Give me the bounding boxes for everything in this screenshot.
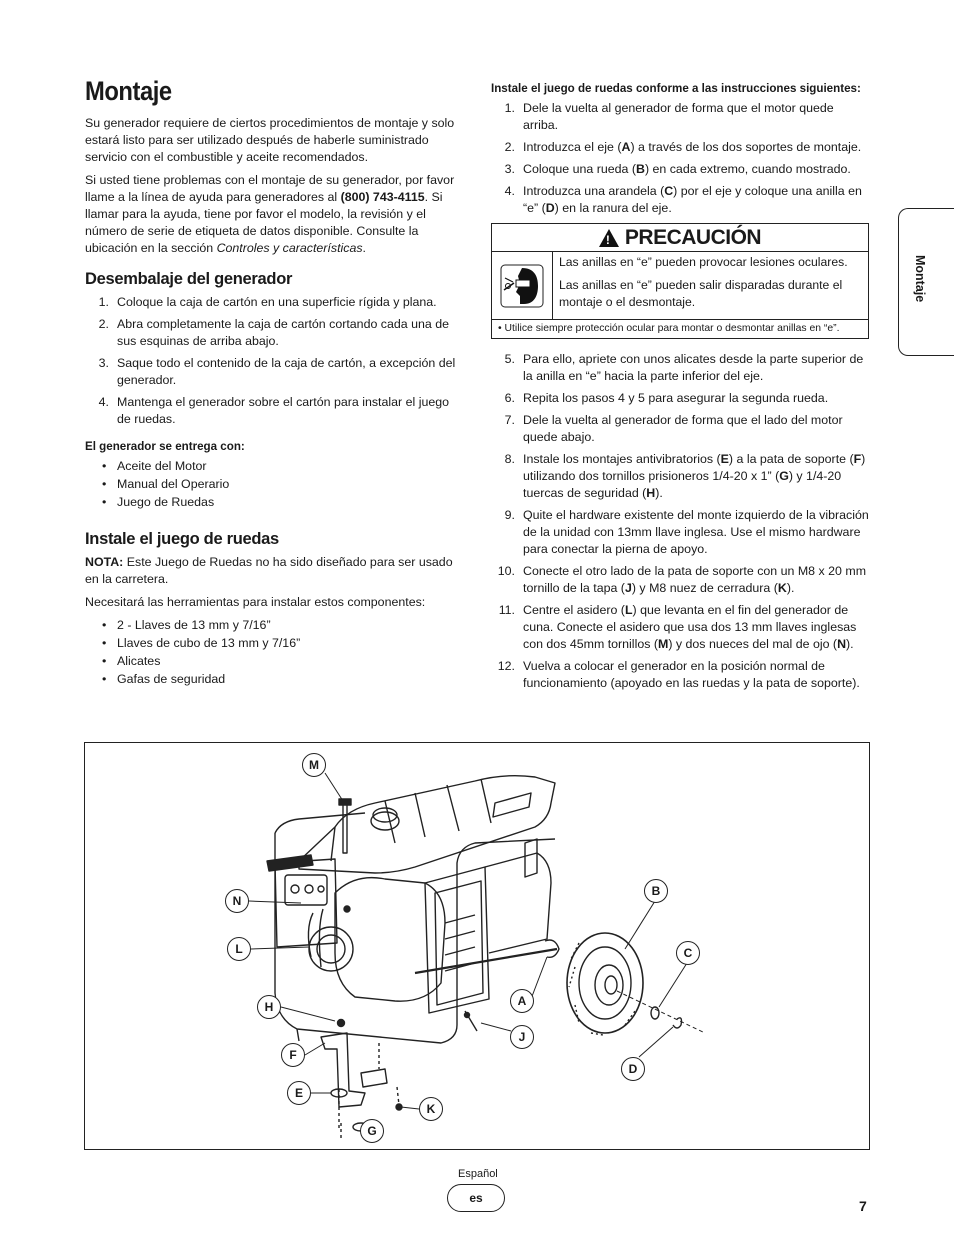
step-item — [491, 563, 871, 597]
item-text: Abra completamente la caja de cartón cortando cada una de sus esquinas de arriba abajo. — [117, 317, 450, 348]
page-title: Montaje — [85, 76, 172, 106]
step-text: ) y 1/4-20 tuercas de seguridad ( — [523, 469, 842, 500]
step-number: 1. — [504, 101, 515, 115]
step-text: Coloque una rueda ( — [523, 162, 636, 176]
step-item — [85, 294, 463, 311]
callout-a: A — [510, 989, 534, 1013]
callout-d: D — [621, 1057, 645, 1081]
warning-triangle-icon: ! — [599, 229, 619, 247]
caution-body — [492, 252, 868, 320]
step-item — [85, 316, 463, 350]
item-text: Manual del Operario — [117, 477, 230, 491]
left-column — [85, 115, 463, 689]
step-item — [491, 658, 871, 692]
language-label: Español — [458, 1168, 498, 1180]
right-column — [491, 80, 871, 697]
item-text: Gafas de seguridad — [117, 672, 226, 686]
item-text: Llaves de cubo de 13 mm y 7/16” — [117, 636, 301, 650]
step-text: Para ello, apriete con unos alicates desde la parte superior de la anilla en “e” hacia la parte inferior del eje. — [523, 352, 864, 383]
side-tab-label: Montaje — [913, 255, 927, 303]
callout-g: G — [360, 1119, 384, 1143]
step-number: 10. — [497, 564, 515, 578]
ships-with-heading: El generador se entrega con: — [85, 440, 245, 453]
item-text: Alicates — [117, 654, 161, 668]
callout-b: B — [644, 879, 668, 903]
step-number: 11. — [498, 603, 515, 617]
callout-c: C — [676, 941, 700, 965]
list-item — [85, 653, 463, 670]
part-letter: L — [624, 603, 633, 617]
wheels-heading: Instale el juego de ruedas — [85, 530, 279, 548]
step-number: 5. — [504, 352, 515, 366]
callout-f: F — [281, 1043, 305, 1067]
step-number: 7. — [504, 413, 515, 427]
step-item — [491, 183, 871, 217]
step-text: Instale los montajes antivibratorios ( — [523, 452, 721, 466]
step-text: ) utilizando dos tornillos prisioneros 1/4-20 x 1” ( — [523, 452, 866, 483]
tools-intro: Necesitará las herramientas para instalar estos componentes: — [85, 595, 426, 609]
step-number: 2. — [504, 140, 515, 154]
step-text: ) por el eje y coloque una anilla en “e” ( — [523, 184, 862, 215]
list-item — [85, 458, 463, 475]
language-code-badge: es — [447, 1184, 505, 1212]
step-text: ) que levanta en el fin del generador de cuna. Conecte el asidero que usa dos 13 mm llaves inglesas con dos 45mm tornillos ( — [523, 603, 857, 651]
list-item — [85, 476, 463, 493]
part-letter: C — [664, 184, 674, 198]
part-letter: E — [720, 452, 729, 466]
step-item — [85, 394, 463, 428]
step-text: Quite el hardware existente del monte izquierdo de la vibración de la unidad con 13mm llave inglesa. Use el mismo hardware para conectar la pierna de apoyo. — [523, 508, 869, 556]
step-text: ) a través de los dos soportes de montaje. — [630, 140, 862, 154]
callout-l: L — [227, 937, 251, 961]
step-item — [491, 139, 871, 156]
part-letter: M — [657, 637, 669, 651]
eye-injury-icon — [492, 252, 553, 319]
section-side-tab — [898, 208, 954, 356]
part-letter: K — [777, 581, 787, 595]
step-text: Introduzca el eje ( — [523, 140, 622, 154]
callout-n: N — [225, 889, 249, 913]
step-text: ) y M8 nuez de cerradura ( — [631, 581, 778, 595]
step-number: 8. — [504, 452, 515, 466]
unpack-steps-list — [85, 294, 463, 428]
step-number: 6. — [504, 391, 515, 405]
step-text: ) en la ranura del eje. — [554, 201, 672, 215]
tools-list — [85, 617, 463, 688]
step-number: 1. — [98, 295, 109, 309]
item-text: Saque todo el contenido de la caja de cartón, a excepción del generador. — [117, 356, 456, 387]
step-item — [491, 507, 871, 558]
helpline-paragraph: Si usted tiene problemas con el montaje de su generador, por favor llame a la línea de ayuda para generadores al (800) 743-4115. Si llamar para la ayuda, tiene por favor el modelo, la revisión y el número de serie de etiqueta de datos disponible. Consulte la ubicación en la sección Controles y características. — [85, 173, 455, 255]
callout-h: H — [257, 995, 281, 1019]
step-number: 4. — [98, 395, 109, 409]
intro-paragraph: Su generador requiere de ciertos procedimientos de montaje y solo estará listo para ser utilizado después de haberle suministrado servicio con el combustible y aceite recomendados. — [85, 116, 455, 164]
install-heading: Instale el juego de ruedas conforme a las instrucciones siguientes: — [491, 82, 861, 95]
step-item — [491, 161, 871, 178]
road-note: NOTA: Este Juego de Ruedas no ha sido diseñado para ser usado en la carretera. — [85, 555, 453, 586]
callout-j: J — [510, 1025, 534, 1049]
assembly-diagram — [84, 742, 870, 1150]
part-letter: F — [853, 452, 862, 466]
caution-header — [492, 224, 868, 252]
part-letter: G — [779, 469, 789, 483]
step-item — [491, 100, 871, 134]
list-item — [85, 671, 463, 688]
step-item — [491, 351, 871, 385]
callout-e: E — [287, 1081, 311, 1105]
step-text: ). — [655, 486, 663, 500]
part-letter: N — [837, 637, 847, 651]
step-text: Dele la vuelta al generador de forma que el motor quede arriba. — [523, 101, 834, 132]
part-letter: J — [624, 581, 632, 595]
step-text: Repita los pasos 4 y 5 para asegurar la segunda rueda. — [523, 391, 829, 405]
step-item — [491, 390, 871, 407]
step-number: 4. — [504, 184, 515, 198]
page-number: 7 — [859, 1198, 867, 1214]
step-item — [491, 412, 871, 446]
part-letter: B — [635, 162, 645, 176]
generator-exploded-view — [85, 743, 871, 1151]
item-text: 2 - Llaves de 13 mm y 7/16” — [117, 618, 271, 632]
step-number: 2. — [98, 317, 109, 331]
step-item — [491, 602, 871, 653]
caution-line: Las anillas en “e” pueden salir disparadas durante el montaje o el desmontaje. — [559, 278, 843, 309]
install-steps-list — [491, 100, 871, 217]
step-number: 12. — [497, 659, 515, 673]
caution-text — [553, 252, 868, 319]
ships-with-list — [85, 458, 463, 511]
part-letter: D — [545, 201, 555, 215]
item-text: Coloque la caja de cartón en una superficie rígida y plana. — [117, 295, 437, 309]
part-letter: H — [646, 486, 656, 500]
step-text: ) a la pata de soporte ( — [728, 452, 854, 466]
step-item — [85, 355, 463, 389]
step-item — [491, 451, 871, 502]
callout-m: M — [302, 753, 326, 777]
step-text: Introduzca una arandela ( — [523, 184, 665, 198]
step-text: Centre el asidero ( — [523, 603, 625, 617]
step-text: Conecte el otro lado de la pata de soporte con un M8 x 20 mm tornillo de la tapa ( — [523, 564, 867, 595]
item-text: Juego de Ruedas — [117, 495, 215, 509]
step-text: ). — [786, 581, 795, 595]
step-text: ). — [846, 637, 854, 651]
caution-word: PRECAUCIÓN — [624, 226, 762, 249]
install-steps-list-continued — [491, 351, 871, 692]
item-text: Mantenga el generador sobre el cartón para instalar el juego de ruedas. — [117, 395, 450, 426]
caution-line: Las anillas en “e” pueden provocar lesiones oculares. — [559, 255, 848, 269]
callout-k: K — [419, 1097, 443, 1121]
step-number: 9. — [504, 508, 515, 522]
step-text: ) y dos nueces del mal de ojo ( — [668, 637, 838, 651]
list-item — [85, 494, 463, 511]
step-number: 3. — [98, 356, 109, 370]
step-text: Dele la vuelta al generador de forma que el lado del motor quede abajo. — [523, 413, 843, 444]
section-reference: Controles y características — [216, 241, 363, 255]
list-item — [85, 635, 463, 652]
item-text: Aceite del Motor — [117, 459, 207, 473]
step-number: 3. — [504, 162, 515, 176]
caution-box — [491, 223, 869, 339]
caution-bullet: • Utilice siempre protección ocular para montar o desmontar anillas en “e”. — [492, 320, 868, 338]
list-item — [85, 617, 463, 634]
step-text: Vuelva a colocar el generador en la posición normal de funcionamiento (apoyado en las ruedas y la pata de soporte). — [523, 659, 860, 690]
part-letter: A — [621, 140, 631, 154]
helpline-phone: (800) 743-4115 — [340, 190, 425, 204]
unpack-heading: Desembalaje del generador — [85, 270, 293, 288]
step-text: ) en cada extremo, cuando mostrado. — [644, 162, 851, 176]
